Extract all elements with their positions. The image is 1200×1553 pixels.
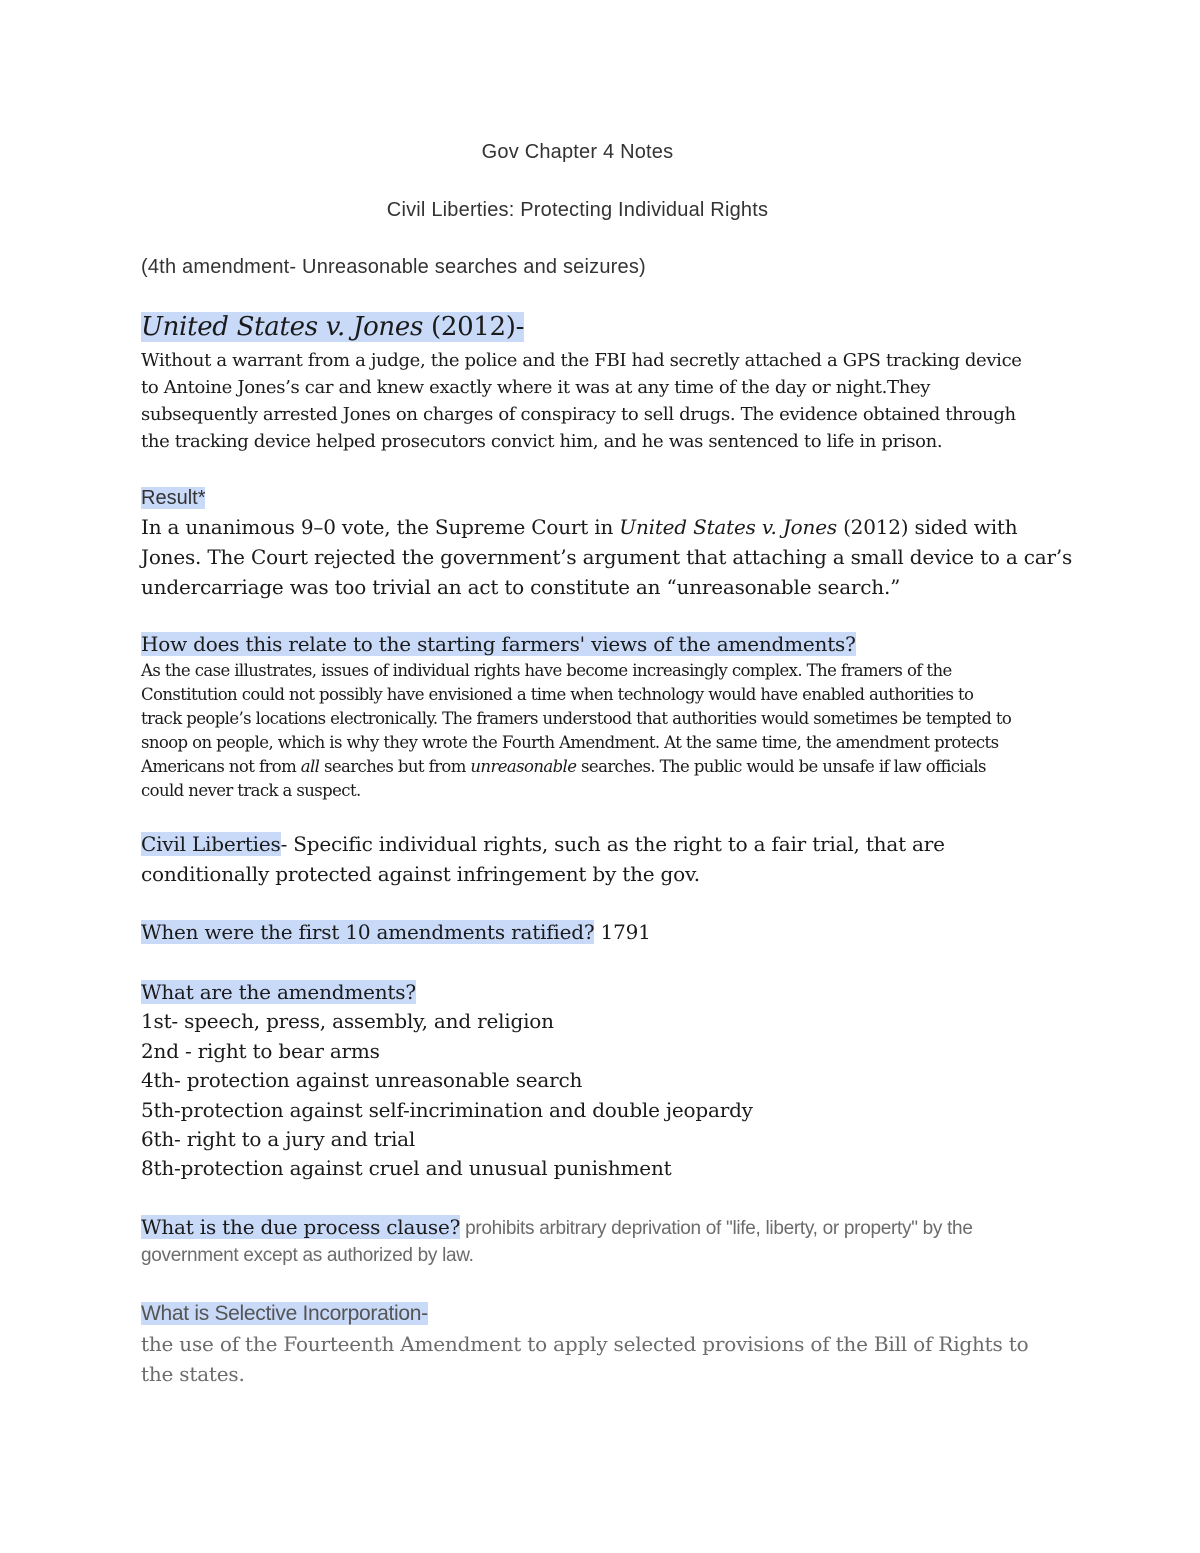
due-process-line: What is the due process clause? prohibits arbitrary deprivation of "life, liberty, or property" by the bbox=[141, 1215, 973, 1239]
case-line: subsequently arrested Jones on charges of conspiracy to sell drugs. The evidence obtained through bbox=[141, 404, 1016, 425]
relate-line: Americans not from all searches but from unreasonable searches. The public would be unsafe if law officials bbox=[141, 757, 986, 776]
case-name: United States v. Jones bbox=[141, 312, 424, 342]
amendment-item: 5th-protection against self-incrimination and double jeopardy bbox=[141, 1098, 753, 1122]
amendment-item: 8th-protection against cruel and unusual punishment bbox=[141, 1156, 672, 1180]
relate-line: could never track a suspect. bbox=[141, 781, 361, 800]
amendment-note: (4th amendment- Unreasonable searches and seizures) bbox=[141, 256, 646, 278]
case-line: to Antoine Jones’s car and knew exactly where it was at any time of the day or night.They bbox=[141, 377, 931, 398]
selective-answer: the states. bbox=[141, 1362, 245, 1386]
case-line: the tracking device helped prosecutors convict him, and he was sentenced to life in prison. bbox=[141, 431, 943, 452]
amendment-item: 2nd - right to bear arms bbox=[141, 1039, 380, 1063]
result-label: Result* bbox=[141, 487, 206, 509]
case-year: (2012)- bbox=[423, 312, 525, 342]
selective-answer: the use of the Fourteenth Amendment to apply selected provisions of the Bill of Rights to bbox=[141, 1332, 1029, 1356]
result-line: Jones. The Court rejected the government’s argument that attaching a small device to a car’s bbox=[141, 545, 1073, 569]
case-heading bbox=[141, 312, 524, 342]
result-line: In a unanimous 9–0 vote, the Supreme Court in United States v. Jones (2012) sided with bbox=[141, 515, 1018, 539]
amendment-item: 4th- protection against unreasonable search bbox=[141, 1068, 583, 1092]
case-line: Without a warrant from a judge, the police and the FBI had secretly attached a GPS tracking device bbox=[141, 350, 1022, 371]
selective-question: What is Selective Incorporation- bbox=[141, 1302, 428, 1325]
result-line: undercarriage was too trivial an act to constitute an “unreasonable search.” bbox=[141, 575, 901, 599]
civil-liberties-term: Civil Liberties bbox=[141, 832, 281, 856]
amendment-item: 1st- speech, press, assembly, and religion bbox=[141, 1009, 554, 1033]
civil-liberties-def-cont: conditionally protected against infringement by the gov. bbox=[141, 862, 700, 886]
doc-subtitle: Civil Liberties: Protecting Individual Rights bbox=[386, 199, 769, 221]
amendment-item: 6th- right to a jury and trial bbox=[141, 1127, 416, 1151]
relate-line: Constitution could not possibly have envisioned a time when technology would have enabled authorities to bbox=[141, 685, 974, 704]
ratified-line: When were the first 10 amendments ratified? 1791 bbox=[141, 920, 651, 944]
relate-line: As the case illustrates, issues of individual rights have become increasingly complex. The framers of the bbox=[141, 661, 952, 680]
relate-line: snoop on people, which is why they wrote the Fourth Amendment. At the same time, the amendment protects bbox=[141, 733, 999, 752]
doc-title: Gov Chapter 4 Notes bbox=[481, 141, 674, 163]
relate-question: How does this relate to the starting farmers' views of the amendments? bbox=[141, 632, 856, 656]
amendments-question: What are the amendments? bbox=[141, 980, 416, 1004]
due-process-answer-cont: government except as authorized by law. bbox=[141, 1245, 474, 1266]
relate-line: track people’s locations electronically. The framers understood that authorities would sometimes be tempted to bbox=[141, 709, 1012, 728]
civil-liberties-def: Civil Liberties- Specific individual rights, such as the right to a fair trial, that are bbox=[141, 832, 945, 856]
